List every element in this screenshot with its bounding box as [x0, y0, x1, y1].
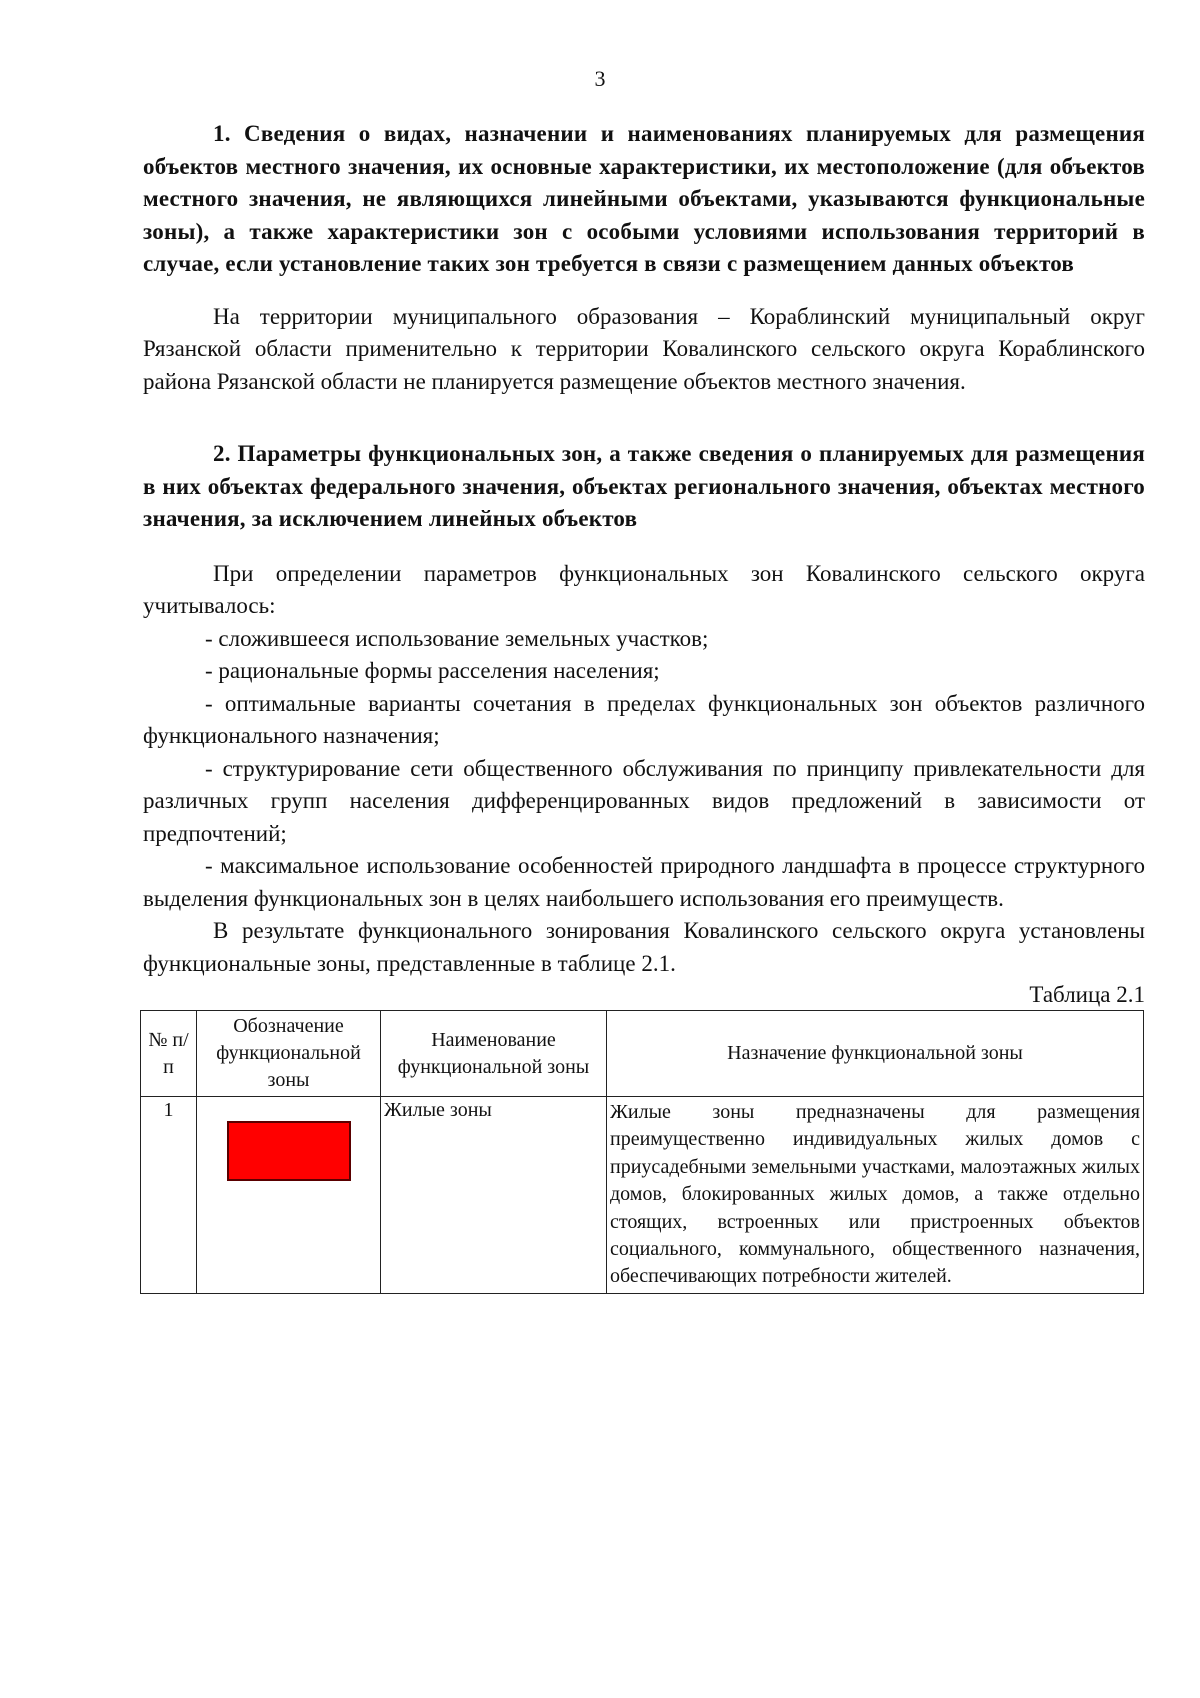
section-2-conclusion: В результате функционального зонирования Ковалинского сельского округа установлены функциональные зоны, представленные в таблице 2.1.: [143, 918, 1145, 976]
row-name: Жилые зоны: [381, 1097, 607, 1294]
list-item: - максимальное использование особенностей природного ландшафта в процессе структурного выделения функциональных зон в целях наибольшего использования его преимуществ.: [143, 853, 1145, 911]
header-num: № п/п: [141, 1011, 197, 1097]
row-purpose: Жилые зоны предназначены для размещения преимущественно индивидуальных жилых домов с приусадебными земельными участками, малоэтажных жилых домов, блокированных жилых домов, а также отдельно стоящих, встроенных или пристроенных объектов социального, коммунального, общественного назначения, обеспечивающих потребности жителей.: [607, 1097, 1144, 1294]
page-content: [143, 118, 1145, 1294]
section-2-heading: 2. Параметры функциональных зон, а также сведения о планируемых для размещения в них объектах федерального значения, объектах регионального значения, объектах местного значения, за исключением линейных объектов: [143, 441, 1145, 531]
page-number: 3: [594, 66, 606, 91]
table-row: [141, 1097, 1144, 1294]
zone-color-swatch: [227, 1121, 351, 1181]
table-caption: Таблица 2.1: [1029, 982, 1145, 1007]
section-2-intro: При определении параметров функциональных зон Ковалинского сельского округа учитывалось:: [143, 560, 1145, 618]
list-item: - структурирование сети общественного обслуживания по принципу привлекательности для различных групп населения дифференцированных видов предложений в зависимости от предпочтений;: [143, 755, 1145, 846]
header-name: Наименование функциональной зоны: [381, 1011, 607, 1097]
list-item: - оптимальные варианты сочетания в пределах функциональных зон объектов различного функционального назначения;: [143, 690, 1145, 748]
header-purpose: Назначение функциональной зоны: [607, 1011, 1144, 1097]
section-1-heading: 1. Сведения о видах, назначении и наименованиях планируемых для размещения объектов местного значения, их основные характеристики, их местоположение (для объектов местного значения, не являющихся линейными объектами, указываются функциональные зоны), а также характеристики зон с особыми условиями использования территорий в случае, если установление таких зон требуется в связи с размещением данных объектов: [143, 121, 1145, 276]
list-item: - сложившееся использование земельных участков;: [205, 625, 709, 651]
row-designation: [197, 1097, 381, 1294]
section-1-paragraph: На территории муниципального образования – Кораблинский муниципальный округ Рязанской области применительно к территории Ковалинского сельского округа Кораблинского района Рязанской области не планируется размещение объектов местного значения.: [143, 303, 1145, 394]
header-designation: Обозначение функциональной зоны: [197, 1011, 381, 1097]
table-header-row: [141, 1011, 1144, 1097]
list-item: - рациональные формы расселения населения;: [205, 658, 660, 683]
functional-zones-table: [140, 1010, 1144, 1294]
row-num: 1: [141, 1097, 197, 1294]
considerations-list: [143, 623, 1145, 916]
